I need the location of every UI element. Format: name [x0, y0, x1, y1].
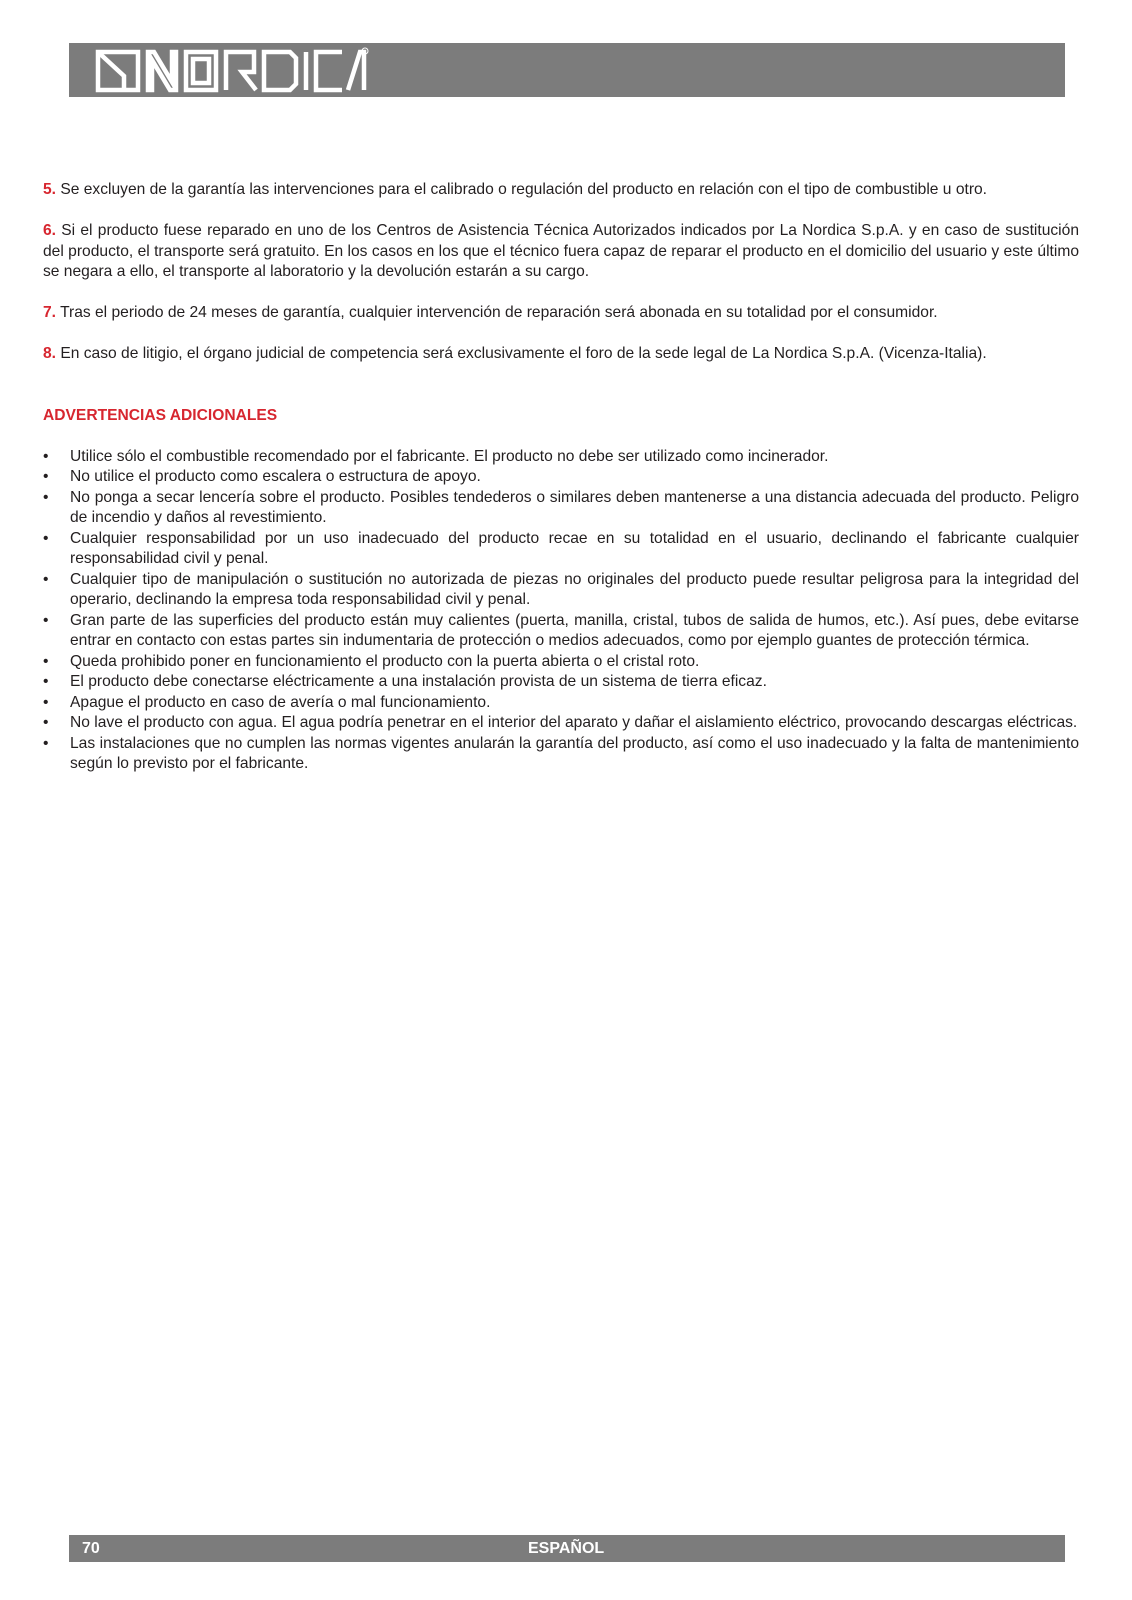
clause-number: 7. [43, 304, 57, 321]
bullet-icon: • [43, 693, 49, 711]
clause-text: Se excluyen de la garantía las intervenciones para el calibrado o regulación del producto en relación con el tipo de combustible u otro. [56, 181, 988, 198]
list-item [43, 570, 1079, 611]
list-item-text: Utilice sólo el combustible recomendado por el fabricante. El producto no debe ser utilizado como incinerador. [70, 447, 829, 465]
list-item-text: No lave el producto con agua. El agua podría penetrar en el interior del aparato y dañar el aislamiento eléctrico, provocando descargas eléctricas. [70, 714, 1078, 731]
bullet-icon: • [43, 488, 49, 506]
clause-number: 5. [43, 181, 57, 198]
list-item-text: Cualquier responsabilidad por un uso inadecuado del producto recae en su totalidad en el usuario, declinando el fabricante cualquier responsabilidad civil y penal. [70, 529, 1079, 567]
list-item [43, 652, 1079, 673]
list-item-text: No ponga a secar lencería sobre el producto. Posibles tendederos o similares deben mantenerse a una distancia adecuada del producto. Peligro de incendio y daños al revestimiento. [70, 488, 1079, 526]
list-item-text: Cualquier tipo de manipulación o sustitución no autorizada de piezas no originales del producto puede resultar peligrosa para la integridad del operario, declinando la empresa toda responsabilidad civil y penal. [70, 570, 1079, 608]
list-item-text: No utilice el producto como escalera o estructura de apoyo. [70, 468, 481, 485]
list-item-text: Apague el producto en caso de avería o mal funcionamiento. [70, 693, 491, 711]
bullet-icon: • [43, 652, 49, 670]
bullet-icon: • [43, 468, 49, 485]
bullet-icon: • [43, 714, 49, 731]
list-item [43, 693, 1079, 714]
document-body [43, 180, 1079, 775]
footer-bar [69, 1535, 1065, 1562]
page-number: 70 [82, 1540, 100, 1557]
list-item [43, 672, 1079, 693]
warranty-clause-5 [43, 180, 1079, 201]
bullet-icon: • [43, 447, 49, 465]
list-item-text: Queda prohibido poner en funcionamiento el producto con la puerta abierta o el cristal roto. [70, 652, 700, 670]
list-item [43, 529, 1079, 570]
header-bar [69, 43, 1065, 97]
clause-number: 6. [43, 222, 57, 239]
warranty-clause-8 [43, 344, 1079, 365]
bullet-icon: • [43, 529, 49, 547]
clause-text: Si el producto fuese reparado en uno de los Centros de Asistencia Técnica Autorizados indicados por La Nordica S.p.A. y en caso de sustitución del producto, el transporte será gratuito. En los casos en los que el técnico fuera capaz de reparar el producto en el domicilio del usuario y este último se negara a ello, el transporte al laboratorio y la devolución estarán a su cargo. [43, 222, 1079, 280]
warranty-clause-7 [43, 303, 1079, 324]
section-heading: ADVERTENCIAS ADICIONALES [43, 406, 278, 424]
bullet-icon: • [43, 570, 49, 588]
list-item-text: Las instalaciones que no cumplen las normas vigentes anularán la garantía del producto, así como el uso inadecuado y la falta de mantenimiento según lo previsto por el fabricante. [70, 734, 1079, 772]
footer-language: ESPAÑOL [528, 1540, 605, 1557]
clause-text: En caso de litigio, el órgano judicial de competencia será exclusivamente el foro de la sede legal de La Nordica S.p.A. (Vicenza-Italia). [56, 345, 987, 362]
list-item [43, 447, 1079, 468]
clause-number: 8. [43, 345, 57, 362]
list-item [43, 488, 1079, 529]
list-item [43, 611, 1079, 652]
warranty-clause-6 [43, 221, 1079, 283]
list-item-text: El producto debe conectarse eléctricamente a una instalación provista de un sistema de tierra eficaz. [70, 673, 767, 690]
svg-text:R: R [363, 48, 367, 54]
bullet-icon: • [43, 734, 49, 752]
list-item-text: Gran parte de las superficies del producto están muy calientes (puerta, manilla, cristal, tubos de salida de humos, etc.). Así pues, debe evitarse entrar en contacto con estas partes sin indumentaria de protección o medios adecuados, como por ejemplo guantes de protección térmica. [70, 611, 1079, 649]
clause-text: Tras el periodo de 24 meses de garantía, cualquier intervención de reparación será abonada en su totalidad por el consumidor. [56, 304, 938, 321]
nordica-logo [94, 46, 369, 94]
bullet-icon: • [43, 611, 49, 629]
list-item [43, 467, 1079, 488]
warnings-list [43, 447, 1079, 775]
bullet-icon: • [43, 673, 49, 690]
list-item [43, 734, 1079, 775]
list-item [43, 713, 1079, 734]
